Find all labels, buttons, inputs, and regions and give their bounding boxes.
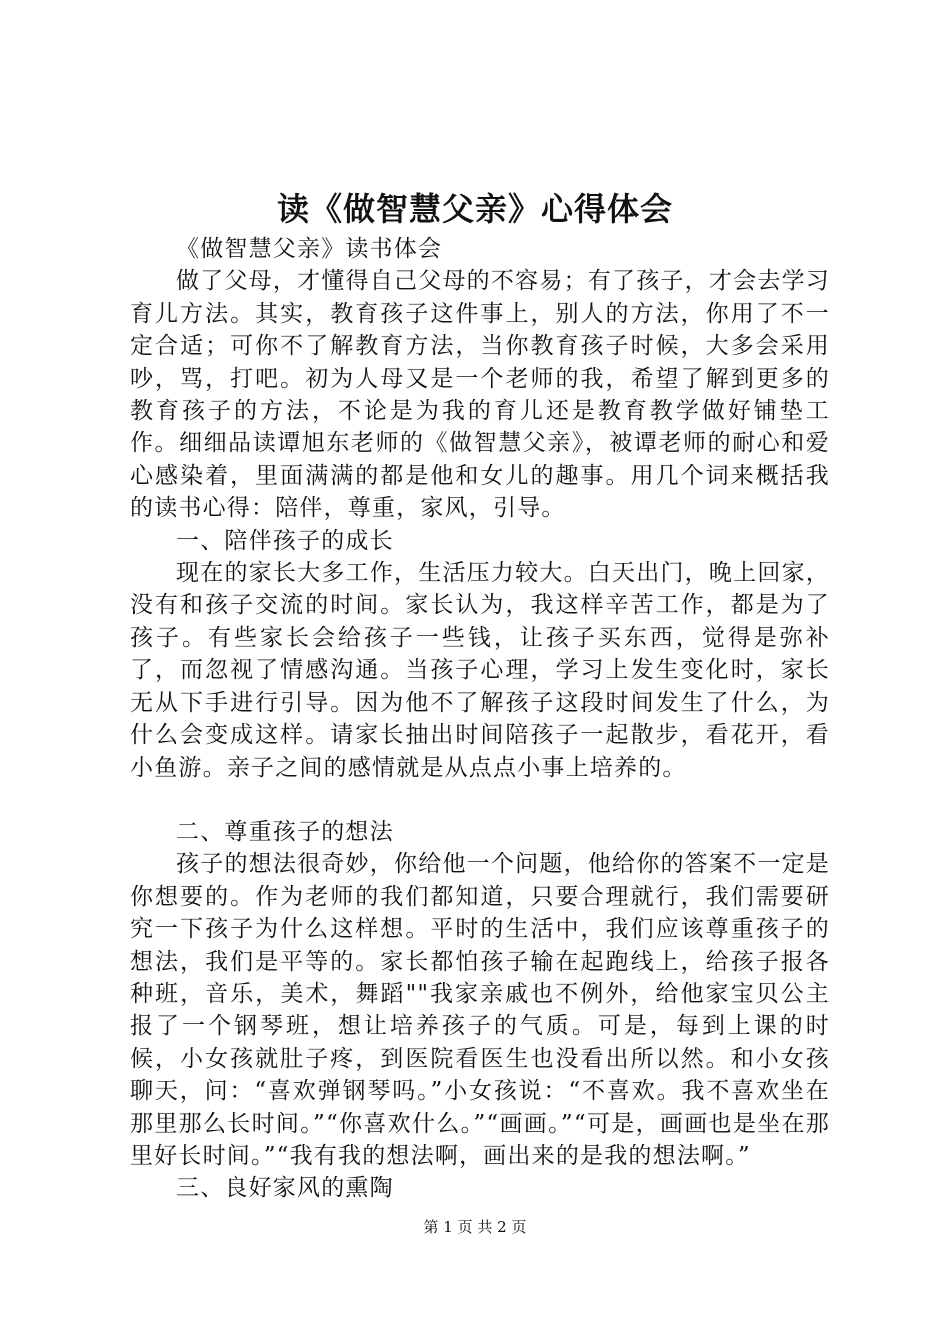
- page-footer: 第 1 页 共 2 页: [423, 1218, 527, 1236]
- section-paragraph-2: 孩子的想法很奇妙，你给他一个问题，他给你的答案不一定是你想要的。作为老师的我们都知道，只要合理就行，我们需要研究一下孩子为什么这样想。平时的生活中，我们应该尊重孩子的想法，我们是平等的。家长都怕孩子输在起跑线上，给孩子报各种班，音乐，美术，舞蹈""我家亲戚也不例外，给他家宝贝公主报了一个钢琴班，想让培养孩子的气质。可是，每到上课的时候，小女孩就肚子疼，到医院看医生也没看出所以然。和小女孩聊天，问：“喜欢弹钢琴吗。”小女孩说：“不喜欢。我不喜欢坐在那里那么长时间。”“你喜欢什么。”“画画。”“可是，画画也是坐在那里好长时间。”“我有我的想法啊，画出来的是我的想法啊。”: [130, 851, 830, 1169]
- section-heading-2: 二、尊重孩子的想法: [176, 818, 394, 845]
- subtitle-paragraph: 《做智慧父亲》读书体会: [176, 236, 443, 262]
- intro-paragraph: 做了父母，才懂得自己父母的不容易；有了孩子，才会去学习育儿方法。其实，教育孩子这件事上，别人的方法，你用了不一定合适；可你不了解教育方法，当你教育孩子时候，大多会采用吵，骂，打吧。初为人母又是一个老师的我，希望了解到更多的教育孩子的方法，不论是为我的育儿还是教育教学做好铺垫工作。细细品读谭旭东老师的《做智慧父亲》，被谭老师的耐心和爱心感染着，里面满满的都是他和女儿的趣事。用几个词来概括我的读书心得：陪伴，尊重，家风，引导。: [130, 268, 830, 522]
- section-paragraph-1: 现在的家长大多工作，生活压力较大。白天出门，晚上回家，没有和孩子交流的时间。家长认为，我这样辛苦工作，都是为了孩子。有些家长会给孩子一些钱，让孩子买东西，觉得是弥补了，而忽视了情感沟通。当孩子心理，学习上发生变化时，家长无从下手进行引导。因为他不了解孩子这段时间发生了什么，为什么会变成这样。请家长抽出时间陪孩子一起散步，看花开，看小鱼游。亲子之间的感情就是从点点小事上培养的。: [130, 560, 830, 781]
- section-heading-1: 一、陪伴孩子的成长: [176, 527, 394, 554]
- section-heading-3: 三、良好家风的熏陶: [176, 1175, 394, 1202]
- document-title: 读《做智慧父亲》心得体会: [276, 190, 673, 228]
- document-body: [130, 233, 830, 1205]
